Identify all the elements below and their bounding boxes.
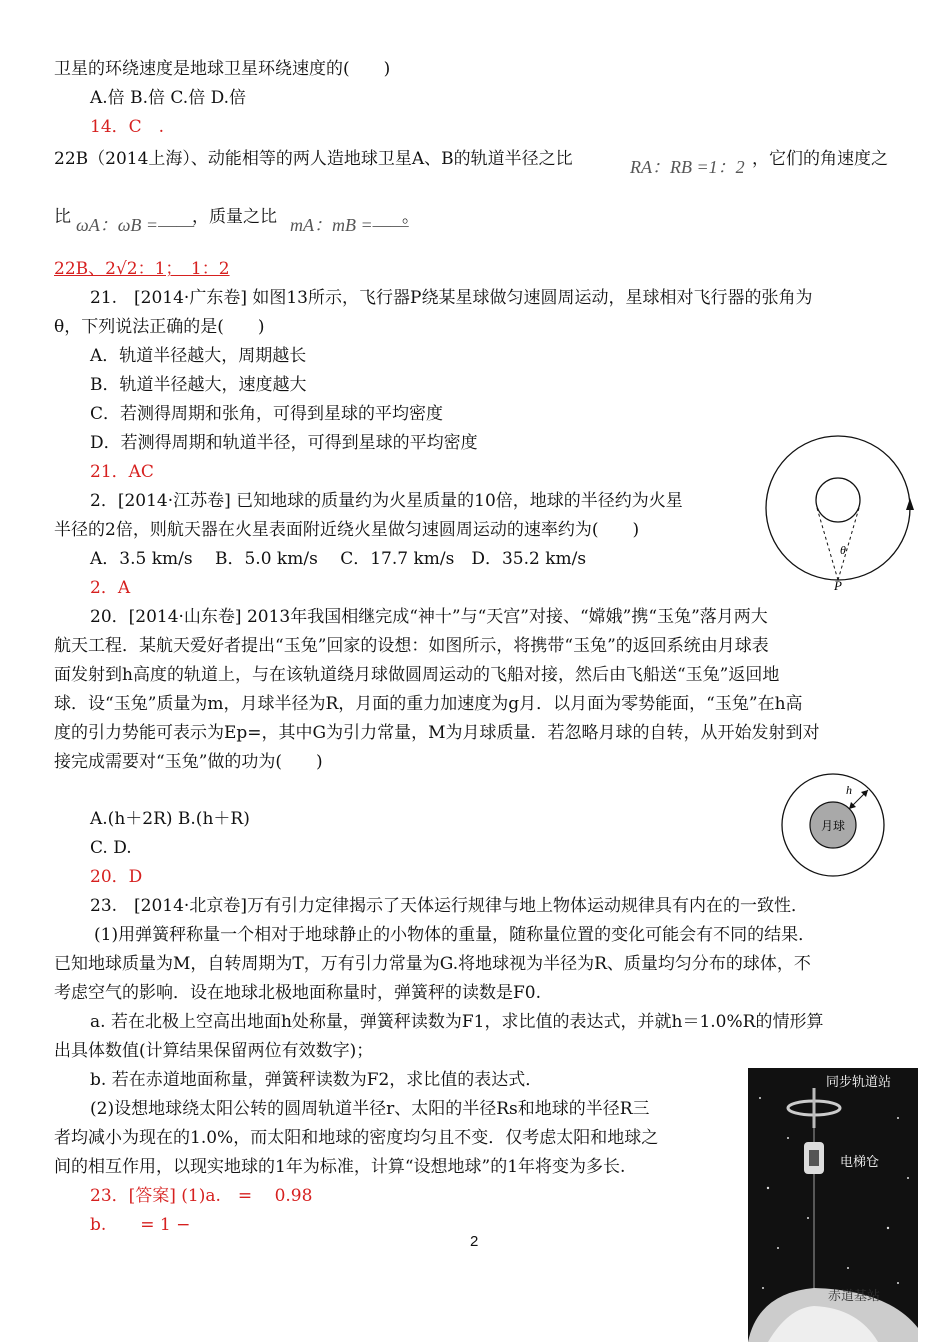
option-b: B．轨道半径越大，速度越大 — [90, 375, 307, 395]
option-d: D．若测得周期和轨道半径，可得到星球的平均密度 — [90, 433, 478, 453]
text-line: (2)设想地球绕太阳公转的圆周轨道半径r、太阳的半径Rs和地球的半径R三 — [90, 1099, 650, 1119]
text-line: 度的引力势能可表示为Ep=，其中G为引力常量，M为月球质量．若忽略月球的自转，从开始发射到对 — [54, 723, 820, 743]
question-22b — [54, 148, 573, 170]
base-label: 赤道基站 — [828, 1289, 881, 1304]
text-line: 接完成需要对“玉兔”做的功为( ) — [54, 752, 323, 772]
text-line: 球．设“玉兔”质量为m，月球半径为R，月面的重力加速度为g月．以月面为零势能面，“玉兔”在h高 — [54, 694, 803, 714]
formula-mass-ratio: mA：mB =—— — [290, 215, 409, 235]
option-c: C．若测得周期和张角，可得到星球的平均密度 — [90, 404, 444, 424]
answer-21: 21．AC — [90, 462, 154, 482]
answer-23: 23．[答案] (1)a. = 0.98 — [90, 1186, 313, 1206]
text-line: 已知地球质量为M，自转周期为T，万有引力常量为G.将地球视为半径为R、质量均匀分布的球体，不 — [54, 954, 811, 974]
formula-text: mA：mB = — [290, 215, 373, 235]
text-line: 考虑空气的影响．设在地球北极地面称量时，弹簧秤的读数是F0. — [54, 983, 542, 1003]
text-line: 面发射到h高度的轨道上，与在该轨道绕月球做圆周运动的飞船对接，然后由飞船送“玉兔”返回地 — [54, 665, 780, 685]
text-line: 间的相互作用，以现实地球的1年为标准，计算“设想地球”的1年将变为多长. — [54, 1157, 626, 1177]
answer-23-b: b. = 1 − — [90, 1215, 191, 1235]
question-21: 21. [2014·广东卷] 如图13所示，飞行器P绕某星球做匀速圆周运动，星球相对飞行器的张角为 — [90, 288, 813, 308]
answer-20: 20．D — [90, 867, 143, 887]
formula-radius-ratio: RA：RB =1：2 — [630, 157, 745, 177]
option-a: A．轨道半径越大，周期越长 — [90, 346, 307, 366]
question-text: 22B（2014上海）、动能相等的两人造地球卫星A、B的轨道半径之比 — [54, 149, 573, 169]
text-line: ，质量之比 — [192, 207, 277, 227]
question-23: 23. [2014·北京卷]万有引力定律揭示了天体运行规律与地上物体运动规律具有内在的一致性． — [90, 896, 808, 916]
text-line: 卫星的环绕速度是地球卫星环绕速度的( ) — [54, 59, 391, 79]
text-line: (1)用弹簧秤称量一个相对于地球静止的小物体的重量，随称量位置的变化可能会有不同的结果． — [94, 925, 816, 945]
question-text-cont: ，它们的角速度之 — [752, 149, 888, 169]
answer-line: 14．C . — [90, 117, 165, 137]
question-20: 20．[2014·山东卷] 2013年我国相继完成“神十”与“天宫”对接、“嫦娥”携“玉兔”落月两大 — [90, 607, 768, 627]
moon-label: 月球 — [820, 819, 846, 833]
page-number: 2 — [470, 1233, 479, 1250]
question-2: 2．[2014·江苏卷] 已知地球的质量约为火星质量的10倍，地球的半径约为火星 — [90, 491, 683, 511]
formula-text: ωA：ωB = — [76, 215, 159, 235]
moon-orbit-figure — [780, 770, 890, 880]
h-label: h — [846, 783, 852, 797]
options-line: A.(h＋2R) B.(h＋R) — [90, 809, 250, 829]
text-line: 出具体数值(计算结果保留两位有效数字)； — [54, 1041, 374, 1061]
space-elevator-figure — [748, 1068, 918, 1342]
text-line: 比 — [54, 207, 71, 227]
theta-label: θ — [840, 543, 846, 557]
text-line: 。 — [402, 207, 419, 227]
orbit-figure — [760, 430, 920, 600]
text-line: 半径的2倍，则航天器在火星表面附近绕火星做匀速圆周运动的速率约为( ) — [54, 520, 640, 540]
answer-22b: 22B、2√2：1； 1：2 — [54, 259, 230, 279]
answer-2: 2．A — [90, 578, 131, 598]
text-line: θ，下列说法正确的是( ) — [54, 317, 265, 337]
text-line: 航天工程．某航天爱好者提出“玉兔”回家的设想：如图所示，将携带“玉兔”的返回系统由月球表 — [54, 636, 769, 656]
text-line: b. 若在赤道地面称量，弹簧秤读数为F2，求比值的表达式． — [90, 1070, 543, 1090]
point-p-label: P — [834, 578, 842, 593]
formula-omega-ratio: ωA：ωB =—— — [76, 215, 195, 235]
cabin-label: 电梯仓 — [840, 1155, 880, 1170]
text-line: 者均减小为现在的1.0%，而太阳和地球的密度均匀且不变．仅考虑太阳和地球之 — [54, 1128, 659, 1148]
station-label: 同步轨道站 — [826, 1075, 892, 1090]
options-line: A．3.5 km/s B．5.0 km/s C．17.7 km/s D．35.2 km/s — [90, 549, 587, 569]
options-line: A.倍 B.倍 C.倍 D.倍 — [90, 88, 247, 108]
options-line: C. D. — [90, 838, 132, 858]
text-line: a. 若在北极上空高出地面h处称量，弹簧秤读数为F1，求比值的表达式，并就h＝1.0%R的情形算 — [90, 1012, 824, 1032]
